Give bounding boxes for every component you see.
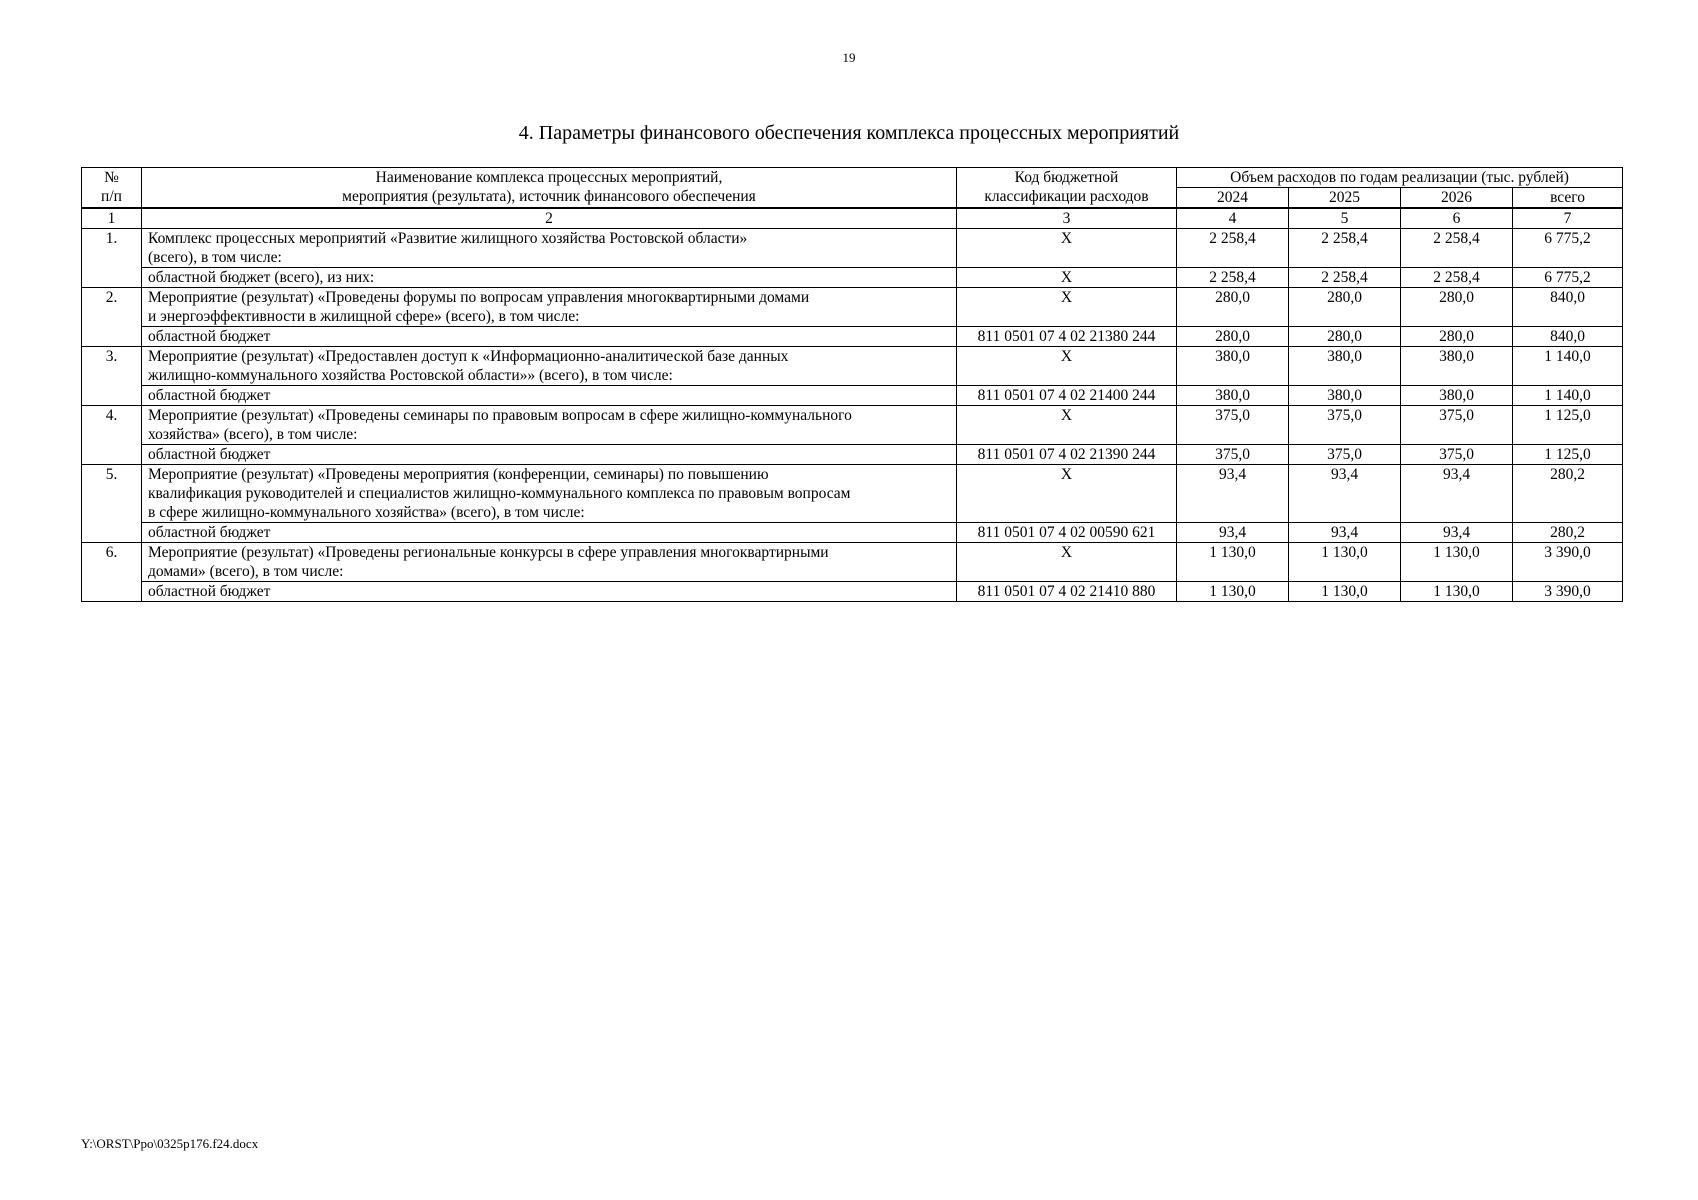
value-2024: 380,0: [1177, 386, 1289, 406]
value-2026: 1 130,0: [1401, 543, 1513, 582]
activity-name: Мероприятие (результат) «Проведены мероприятия (конференции, семинары) по повышению квалификация руководителей и специалистов жилищно-коммунального комплекса по правовым вопросам в сфере жилищно-коммунального хозяйства» (всего), в том числе:: [142, 465, 957, 523]
value-2025: 1 130,0: [1289, 582, 1401, 602]
budget-code: 811 0501 07 4 02 21380 244: [957, 327, 1177, 347]
table-row: [82, 523, 1623, 543]
column-number: 2: [142, 208, 957, 229]
value-2026: 380,0: [1401, 386, 1513, 406]
value-total: 1 140,0: [1513, 386, 1623, 406]
column-number: 4: [1177, 208, 1289, 229]
row-number: 2.: [82, 288, 142, 347]
header-year: 2025: [1289, 188, 1401, 209]
header-total: всего: [1513, 188, 1623, 209]
page-number: 19: [842, 50, 856, 65]
value-total: 280,2: [1513, 523, 1623, 543]
value-2025: 380,0: [1289, 347, 1401, 386]
value-2025: 375,0: [1289, 445, 1401, 465]
value-2026: 2 258,4: [1401, 229, 1513, 268]
table-row: [82, 445, 1623, 465]
row-number: 6.: [82, 543, 142, 602]
value-2025: 380,0: [1289, 386, 1401, 406]
value-total: 1 125,0: [1513, 445, 1623, 465]
row-number: 4.: [82, 406, 142, 465]
budget-code: X: [957, 406, 1177, 445]
value-2024: 375,0: [1177, 406, 1289, 445]
value-total: 6 775,2: [1513, 268, 1623, 288]
table-row: [82, 327, 1623, 347]
budget-code: X: [957, 268, 1177, 288]
funding-source: областной бюджет: [142, 386, 957, 406]
budget-code: X: [957, 543, 1177, 582]
value-2024: 2 258,4: [1177, 229, 1289, 268]
table-row: [82, 465, 1623, 523]
budget-code: X: [957, 229, 1177, 268]
value-2025: 280,0: [1289, 327, 1401, 347]
funding-source: областной бюджет (всего), из них:: [142, 268, 957, 288]
header-volume: Объем расходов по годам реализации (тыс. рублей): [1177, 168, 1623, 188]
value-2025: 2 258,4: [1289, 229, 1401, 268]
header-number: № п/п: [82, 168, 142, 209]
budget-code: 811 0501 07 4 02 21400 244: [957, 386, 1177, 406]
table-header: [82, 168, 1623, 229]
row-number: 1.: [82, 229, 142, 288]
value-2025: 280,0: [1289, 288, 1401, 327]
value-2026: 380,0: [1401, 347, 1513, 386]
value-2025: 375,0: [1289, 406, 1401, 445]
value-2024: 1 130,0: [1177, 543, 1289, 582]
activity-name: Мероприятие (результат) «Проведены форумы по вопросам управления многоквартирными домами и энергоэффективности в жилищной сфере» (всего), в том числе:: [142, 288, 957, 327]
funding-source: областной бюджет: [142, 445, 957, 465]
column-number: 7: [1513, 208, 1623, 229]
table-row: [82, 543, 1623, 582]
value-total: 1 140,0: [1513, 347, 1623, 386]
value-2026: 93,4: [1401, 523, 1513, 543]
document-title: 4. Параметры финансового обеспечения комплекса процессных мероприятий: [518, 122, 1180, 144]
budget-code: X: [957, 465, 1177, 523]
funding-source: областной бюджет: [142, 523, 957, 543]
header-year: 2024: [1177, 188, 1289, 209]
header-budget-code: Код бюджетной классификации расходов: [957, 168, 1177, 209]
budget-code: 811 0501 07 4 02 21410 880: [957, 582, 1177, 602]
table-row: [82, 406, 1623, 445]
value-2026: 375,0: [1401, 406, 1513, 445]
value-total: 3 390,0: [1513, 582, 1623, 602]
header-year: 2026: [1401, 188, 1513, 209]
value-2026: 280,0: [1401, 288, 1513, 327]
header-name: Наименование комплекса процессных мероприятий, мероприятия (результата), источник финансового обеспечения: [142, 168, 957, 209]
table-row: [82, 582, 1623, 602]
value-2024: 280,0: [1177, 327, 1289, 347]
row-number: 5.: [82, 465, 142, 543]
value-2024: 280,0: [1177, 288, 1289, 327]
value-total: 1 125,0: [1513, 406, 1623, 445]
value-2024: 375,0: [1177, 445, 1289, 465]
value-2026: 93,4: [1401, 465, 1513, 523]
value-2024: 93,4: [1177, 523, 1289, 543]
budget-code: 811 0501 07 4 02 21390 244: [957, 445, 1177, 465]
funding-source: областной бюджет: [142, 582, 957, 602]
budget-code: 811 0501 07 4 02 00590 621: [957, 523, 1177, 543]
table-body: [82, 229, 1623, 602]
activity-name: Мероприятие (результат) «Предоставлен доступ к «Информационно-аналитической базе данных жилищно-коммунального хозяйства Ростовской области»» (всего), в том числе:: [142, 347, 957, 386]
value-2026: 1 130,0: [1401, 582, 1513, 602]
value-2024: 93,4: [1177, 465, 1289, 523]
value-2025: 1 130,0: [1289, 543, 1401, 582]
value-2025: 2 258,4: [1289, 268, 1401, 288]
table-row: [82, 347, 1623, 386]
value-total: 840,0: [1513, 288, 1623, 327]
value-total: 6 775,2: [1513, 229, 1623, 268]
column-number: 1: [82, 208, 142, 229]
value-2025: 93,4: [1289, 465, 1401, 523]
value-total: 3 390,0: [1513, 543, 1623, 582]
column-number: 5: [1289, 208, 1401, 229]
row-number: 3.: [82, 347, 142, 406]
table-row: [82, 268, 1623, 288]
value-2026: 375,0: [1401, 445, 1513, 465]
column-number: 6: [1401, 208, 1513, 229]
column-number: 3: [957, 208, 1177, 229]
table-row: [82, 288, 1623, 327]
activity-name: Мероприятие (результат) «Проведены семинары по правовым вопросам в сфере жилищно-коммунального хозяйства» (всего), в том числе:: [142, 406, 957, 445]
budget-code: X: [957, 288, 1177, 327]
value-2024: 1 130,0: [1177, 582, 1289, 602]
activity-name: Мероприятие (результат) «Проведены региональные конкурсы в сфере управления многоквартирными домами» (всего), в том числе:: [142, 543, 957, 582]
activity-name: Комплекс процессных мероприятий «Развитие жилищного хозяйства Ростовской области» (всего), в том числе:: [142, 229, 957, 268]
budget-code: X: [957, 347, 1177, 386]
value-total: 840,0: [1513, 327, 1623, 347]
value-2026: 280,0: [1401, 327, 1513, 347]
funding-source: областной бюджет: [142, 327, 957, 347]
value-2026: 2 258,4: [1401, 268, 1513, 288]
financing-table: [81, 167, 1623, 602]
value-2025: 93,4: [1289, 523, 1401, 543]
table-row: [82, 229, 1623, 268]
file-path-footer: Y:\ORST\Ppo\0325p176.f24.docx: [81, 1136, 259, 1151]
value-2024: 380,0: [1177, 347, 1289, 386]
table-row: [82, 386, 1623, 406]
value-total: 280,2: [1513, 465, 1623, 523]
value-2024: 2 258,4: [1177, 268, 1289, 288]
